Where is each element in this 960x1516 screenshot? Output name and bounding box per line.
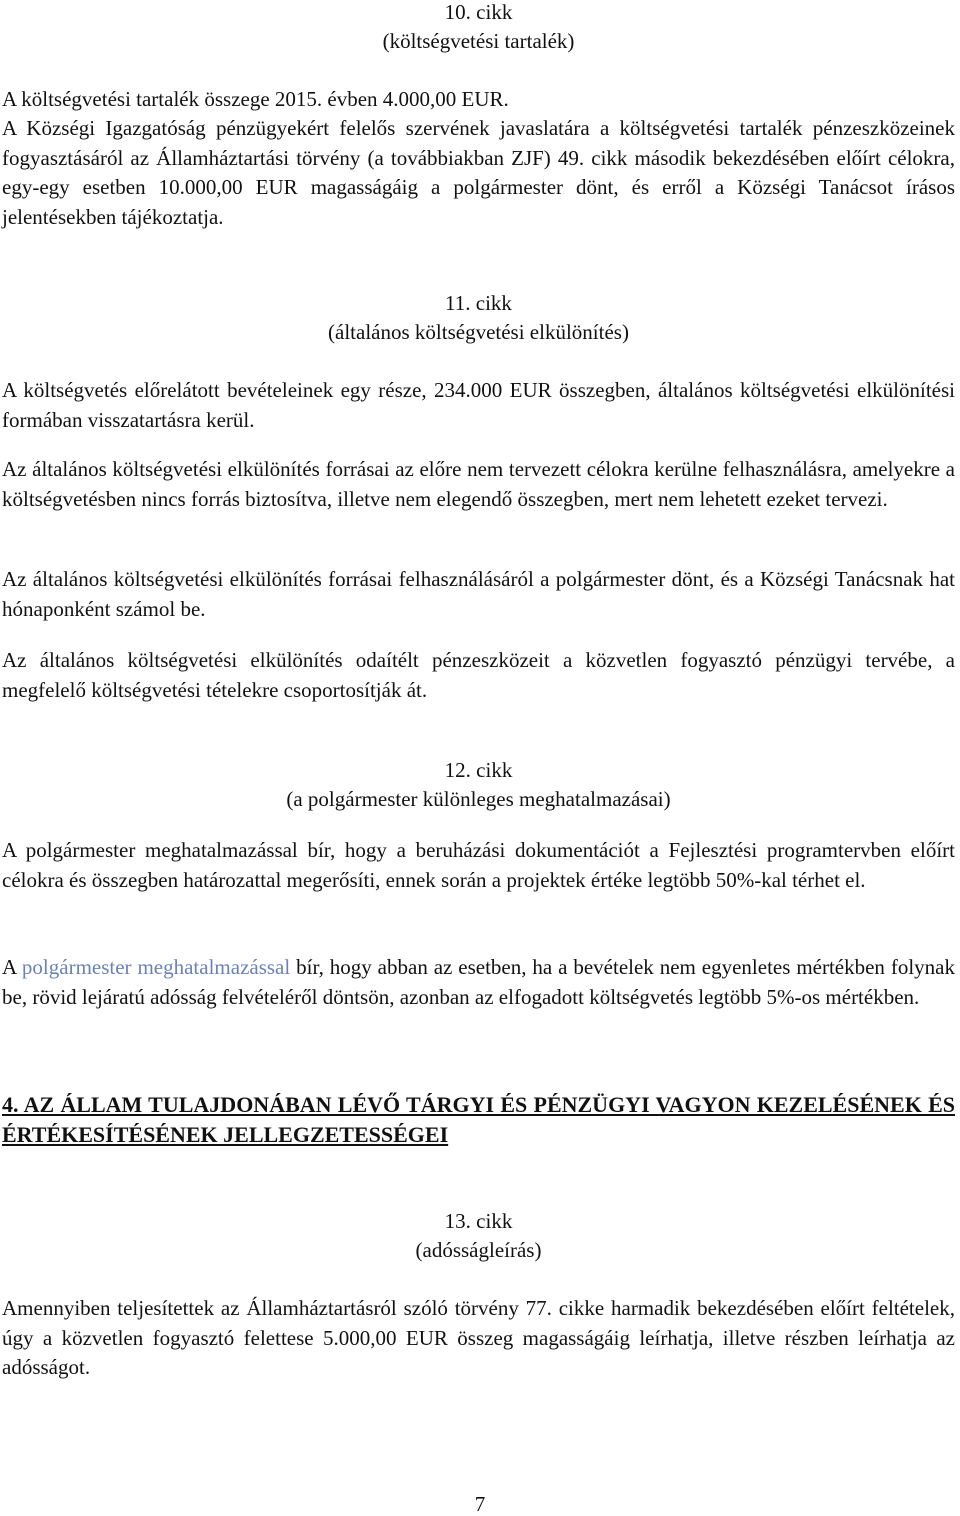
article-11-paragraph-1: A költségvetés előrelátott bevételeinek egy része, 234.000 EUR összegben, általános költségvetési elkülönítési formában visszatartásra kerül.: [2, 378, 955, 432]
article-13-paragraph-1: Amennyiben teljesítettek az Államháztartásról szóló törvény 77. cikke harmadik bekezdésében előírt feltételek, úgy a közvetlen fogyasztó felettese 5.000,00 EUR összeg magasságáig leírhatja, illetve részben leírhatja az adósságot.: [2, 1296, 955, 1379]
section-4-title: 4. AZ ÁLLAM TULAJDONÁBAN LÉVŐ TÁRGYI ÉS PÉNZÜGYI VAGYON KEZELÉSÉNEK ÉS ÉRTÉKESÍTÉSÉNEK JELLEGZETESSÉGEI: [2, 1092, 955, 1147]
article-11-paragraph-4: Az általános költségvetési elkülönítés odaítélt pénzeszközeit a közvetlen fogyasztó pénzügyi tervébe, a megfelelő költségvetési tételekre csoportosítják át.: [2, 648, 955, 702]
article-13-subheading: (adósságleírás): [415, 1238, 542, 1262]
article-11-paragraph-2: Az általános költségvetési elkülönítés forrásai az előre nem tervezett célokra kerülne felhasználásra, amelyekre a költségvetésben nincs forrás biztosítva, illetve nem elegendő összegben, mert nem lehetett ezeket tervezi.: [2, 457, 955, 511]
article-10-paragraph-1: A költségvetési tartalék összege 2015. évben 4.000,00 EUR.: [2, 87, 509, 111]
highlighted-phrase: polgármester meghatalmazással: [21, 955, 291, 979]
article-12-paragraph-2-start: A: [2, 955, 22, 979]
article-10-subheading: (költségvetési tartalék): [382, 29, 575, 53]
article-12-heading: 12. cikk: [444, 758, 513, 782]
article-11-paragraph-3: Az általános költségvetési elkülönítés forrásai felhasználásáról a polgármester dönt, és a Községi Tanácsnak hat hónaponként számol be.: [2, 567, 955, 621]
article-13-heading: 13. cikk: [444, 1209, 513, 1233]
article-12-subheading: (a polgármester különleges meghatalmazásai): [286, 787, 671, 811]
article-12-paragraph-2: [2, 953, 955, 1012]
article-11-subheading: (általános költségvetési elkülönítés): [328, 320, 629, 344]
article-10-paragraph-2: A Községi Igazgatóság pénzügyekért felelős szervének javaslatára a költségvetési tartalék pénzeszközeinek fogyasztásáról az Államháztartási törvény (a továbbiakban ZJF) 49. cikk második bekezdésében előírt célokra, egy-egy esetben 10.000,00 EUR magasságáig a polgármester dönt, és erről a Községi Tanácsot írásos jelentésekben tájékoztatja.: [2, 116, 955, 229]
article-10-heading: 10. cikk: [444, 0, 513, 24]
article-11-heading: 11. cikk: [445, 291, 512, 315]
article-12-paragraph-1: A polgármester meghatalmazással bír, hogy a beruházási dokumentációt a Fejlesztési programtervben előírt célokra és összegben határozattal megerősíti, ennek során a projektek értéke legtöbb 50%-kal térhet el.: [2, 838, 955, 892]
article-12-paragraph-2-rest: bír, hogy abban az esetben, ha a bevételek nem egyenletes mértékben folynak be, rövid lejáratú adósság felvételéről döntsön, azonban az elfogadott költségvetés legtöbb 5%-os mértékben.: [2, 955, 955, 1009]
page-number: 7: [474, 1492, 486, 1516]
